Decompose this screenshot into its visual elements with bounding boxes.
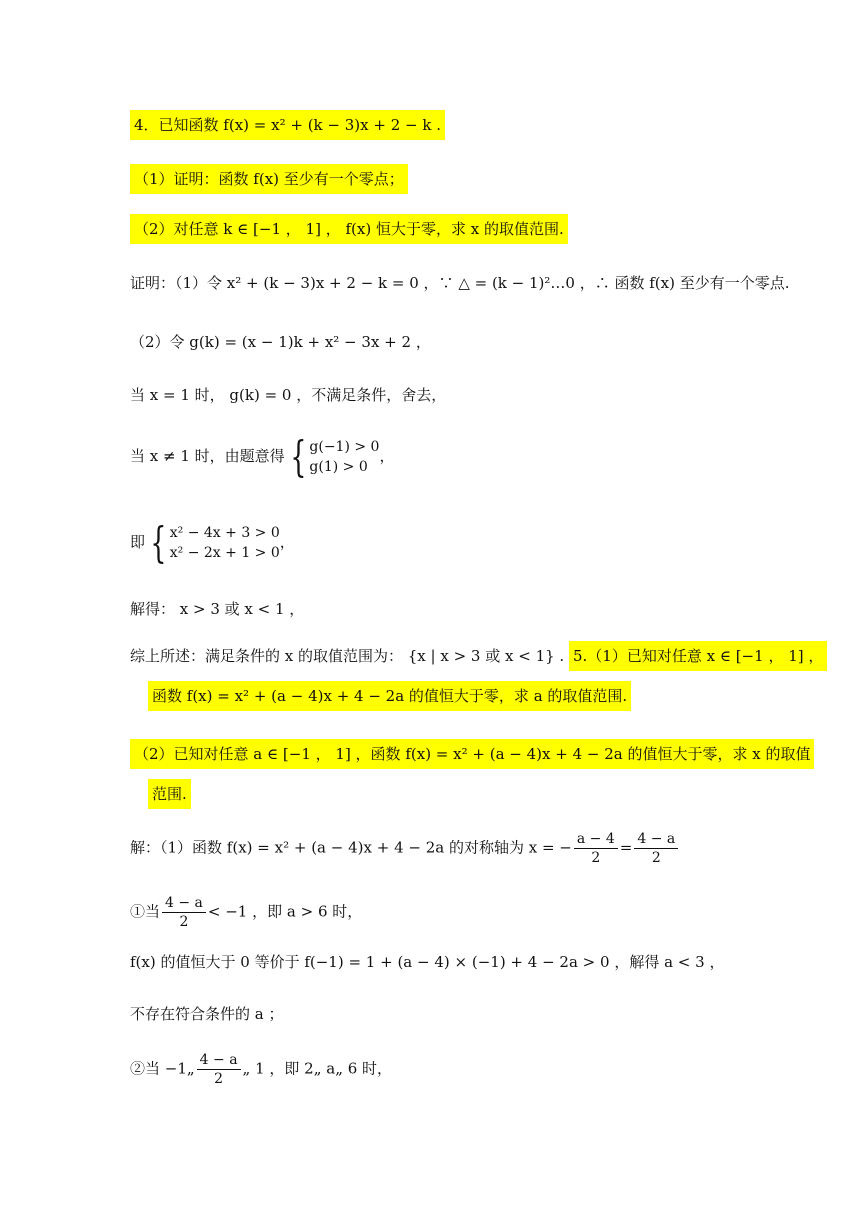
problem5-question2-cont: [148, 783, 191, 805]
problem5-question1-text: 函数 f(x) = x² + (a − 4)x + 4 − 2a 的值恒大于零，求 a 的取值范围.: [148, 681, 631, 711]
fraction-denominator: 2: [214, 1071, 224, 1087]
fraction-numerator: 4 − a: [634, 830, 678, 849]
problem4-question1-text: （1）证明：函数 f(x) 至少有一个零点；: [130, 164, 408, 194]
solution4-line4: [130, 432, 395, 481]
line4-suffix: ，: [379, 447, 395, 465]
solution4-line3: 当 x = 1 时， g(k) = 0 ，不满足条件，舍去，: [130, 386, 447, 404]
fraction-numerator: 4 − a: [162, 894, 206, 913]
fraction: [162, 894, 206, 931]
solution5-line4: 不存在符合条件的 a ；: [130, 1005, 284, 1023]
problem5-question2: [130, 743, 814, 765]
solution5-line3: f(x) 的值恒大于 0 等价于 f(−1) = 1 + (a − 4) × (−1) + 4 − 2a > 0 ，解得 a < 3 ，: [130, 953, 725, 971]
system-row: x² − 4x + 3 > 0: [169, 525, 280, 541]
fraction-denominator: 2: [179, 914, 189, 930]
problem4-title-text: 4．已知函数 f(x) = x² + (k − 3)x + 2 − k .: [130, 110, 445, 140]
line2-suffix: < −1 ，即 a > 6 时，: [207, 902, 363, 921]
problem5-question1-cont: [148, 685, 631, 707]
problem5-question2-text-end: 范围.: [148, 779, 191, 809]
fraction-numerator: a − 4: [574, 830, 618, 849]
line4-prefix: 当 x ≠ 1 时，由题意得: [130, 447, 285, 465]
line2-prefix: ①当: [130, 902, 161, 921]
system-brace: { g(−1) > 0 g(1) > 0: [290, 432, 380, 481]
solution4-line6: 解得： x > 3 或 x < 1 ，: [130, 600, 305, 618]
problem5-question2-text: （2）已知对任意 a ∈ [−1 ， 1] ，函数 f(x) = x² + (a − 4)x + 4 − 2a 的值恒大于零，求 x 的取值: [130, 739, 814, 769]
problem4-title: [130, 114, 445, 136]
problem4-question2-text: （2）对任意 k ∈ [−1 ， 1] ， f(x) 恒大于零，求 x 的取值范围.: [130, 214, 568, 244]
fraction-denominator: 2: [591, 850, 601, 866]
solution4-conclusion: 综上所述：满足条件的 x 的取值范围为： {x | x > 3 或 x < 1} .: [130, 647, 565, 665]
line1-prefix: 解：（1）函数 f(x) = x² + (a − 4)x + 4 − 2a 的对称轴为 x = −: [130, 838, 572, 857]
problem4-question2: [130, 218, 568, 240]
system-brace: { x² − 4x + 3 > 0 x² − 2x + 1 > 0: [150, 518, 280, 567]
solution5-line1: [130, 830, 680, 867]
system-row: g(1) > 0: [309, 459, 368, 475]
solution4-line1: 证明：（1）令 x² + (k − 3)x + 2 − k = 0 ，∵ △ = (k − 1)²…0 ，∴ 函数 f(x) 至少有一个零点.: [130, 274, 790, 292]
fraction: [634, 830, 678, 867]
solution5-line5: [130, 1051, 392, 1088]
fraction: [574, 830, 618, 867]
problem4-question1: [130, 168, 408, 190]
line5-suffix: ，: [279, 533, 295, 551]
solution5-line2: [130, 894, 362, 931]
fraction-numerator: 4 − a: [197, 1051, 241, 1070]
problem5-question1-start: 5.（1）已知对任意 x ∈ [−1 ， 1] ，: [569, 641, 827, 671]
solution4-line5: [130, 518, 295, 567]
solution4-line2: （2）令 g(k) = (x − 1)k + x² − 3x + 2 ，: [130, 333, 431, 351]
system-row: g(−1) > 0: [309, 439, 380, 455]
fraction: [197, 1051, 241, 1088]
equals-sign: =: [619, 838, 633, 857]
line5-prefix: 即: [130, 533, 146, 551]
line5-prefix: ②当 −1„: [130, 1059, 195, 1078]
system-row: x² − 2x + 1 > 0: [169, 545, 280, 561]
line5-suffix: „ 1 ，即 2„ a„ 6 时，: [242, 1059, 393, 1078]
solution4-conclusion-line: [130, 645, 827, 667]
fraction-denominator: 2: [651, 850, 661, 866]
